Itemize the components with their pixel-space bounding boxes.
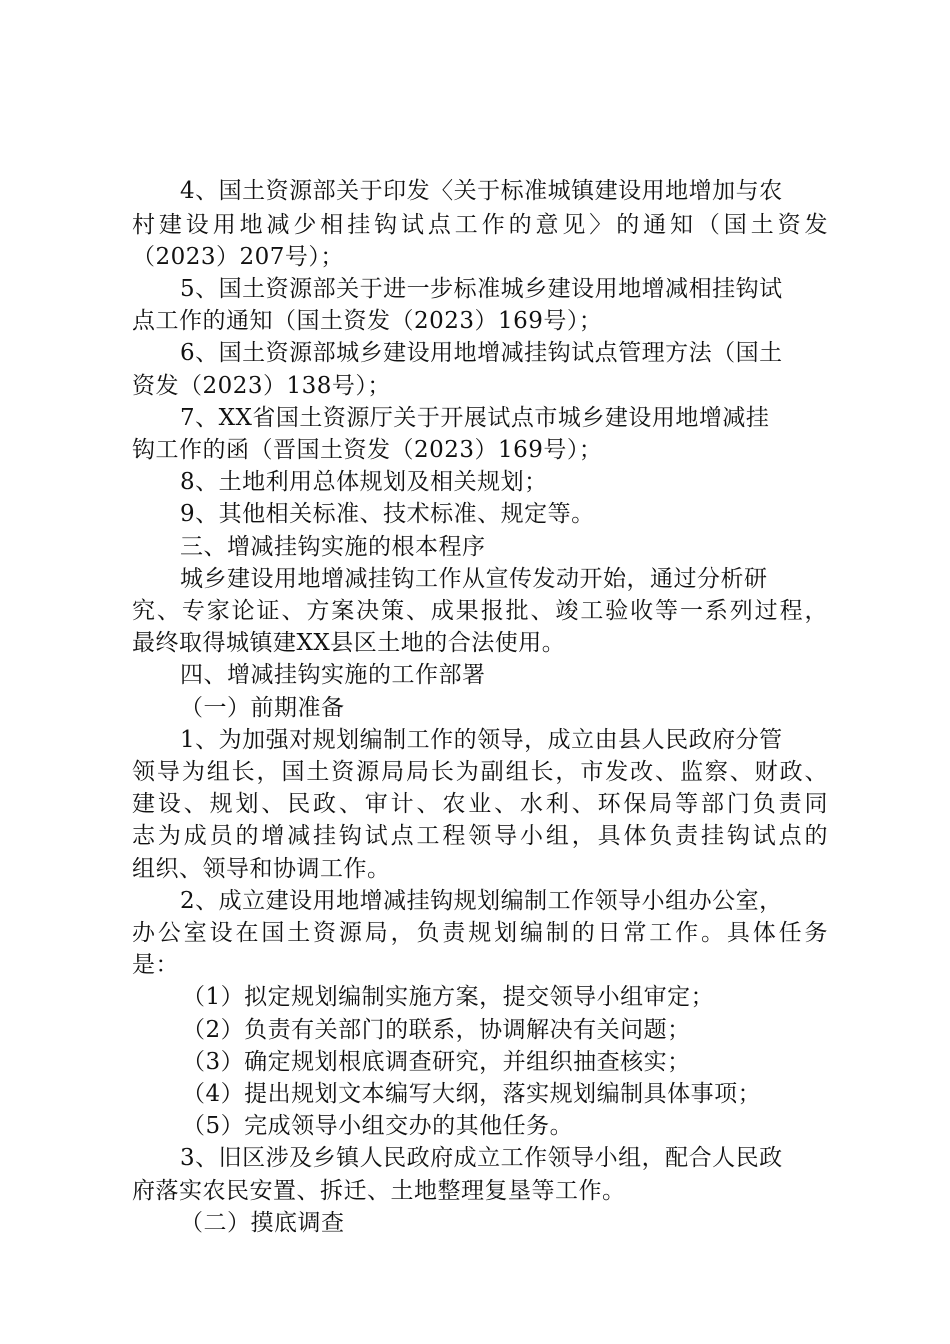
section-heading: 三、增减挂钩实施的根本程序: [180, 534, 486, 560]
paragraph-line: 6、国土资源部城乡建设用地增减挂钩试点管理方法（国土: [180, 340, 783, 366]
paragraph-line: 3、旧区涉及乡镇人民政府成立工作领导小组，配合人民政: [180, 1145, 783, 1171]
list-item: （3）确定规划根底调查研究，并组织抽查核实；: [182, 1049, 691, 1075]
section-heading: 四、增减挂钩实施的工作部署: [180, 662, 486, 688]
list-item: （2）负责有关部门的联系，协调解决有关问题；: [182, 1017, 691, 1043]
paragraph-line: 2、成立建设用地增减挂钩规划编制工作领导小组办公室，: [180, 888, 783, 914]
paragraph-line: 是：: [132, 952, 179, 978]
paragraph-line: 究、专家论证、方案决策、成果报批、竣工验收等一系列过程，: [132, 598, 828, 624]
paragraph-line: 点工作的通知（国土资发（2023）169号）；: [132, 308, 603, 334]
paragraph-line: 8、土地利用总体规划及相关规划；: [180, 469, 548, 495]
paragraph-line: 4、国土资源部关于印发〈关于标准城镇建设用地增加与农: [180, 178, 783, 204]
subsection-heading: （一）前期准备: [180, 695, 345, 721]
paragraph-line: 建设、规划、民政、审计、农业、水利、环保局等部门负责同: [132, 791, 828, 817]
paragraph-line: 领导为组长，国土资源局局长为副组长，市发改、监察、财政、: [132, 759, 828, 785]
paragraph-line: 村建设用地减少相挂钩试点工作的意见〉的通知（国土资发: [132, 212, 828, 238]
paragraph-line: 5、国土资源部关于进一步标准城乡建设用地增减相挂钩试: [180, 276, 783, 302]
paragraph-line: 钩工作的函（晋国土资发（2023）169号）；: [132, 437, 603, 463]
paragraph-line: （2023）207号）；: [132, 244, 344, 270]
paragraph-line: 1、为加强对规划编制工作的领导，成立由县人民政府分管: [180, 727, 783, 753]
paragraph-line: 组织、领导和协调工作。: [132, 856, 391, 882]
paragraph-line: 7、XX省国土资源厅关于开展试点市城乡建设用地增减挂: [180, 405, 770, 431]
paragraph-line: 9、其他相关标准、技术标准、规定等。: [180, 501, 595, 527]
subsection-heading: （二）摸底调查: [180, 1210, 345, 1236]
paragraph-line: 资发（2023）138号）；: [132, 373, 391, 399]
paragraph-line: 府落实农民安置、拆迁、土地整理复垦等工作。: [132, 1178, 626, 1204]
list-item: （5）完成领导小组交办的其他任务。: [182, 1113, 574, 1139]
list-item: （4）提出规划文本编写大纲，落实规划编制具体事项；: [182, 1081, 762, 1107]
paragraph-line: 城乡建设用地增减挂钩工作从宣传发动开始，通过分析研: [180, 566, 768, 592]
paragraph-line: 最终取得城镇建XX县区土地的合法使用。: [132, 630, 566, 656]
paragraph-line: 志为成员的增减挂钩试点工程领导小组，具体负责挂钩试点的: [132, 823, 828, 849]
paragraph-line: 办公室设在国土资源局，负责规划编制的日常工作。具体任务: [132, 920, 828, 946]
list-item: （1）拟定规划编制实施方案，提交领导小组审定；: [182, 984, 715, 1010]
